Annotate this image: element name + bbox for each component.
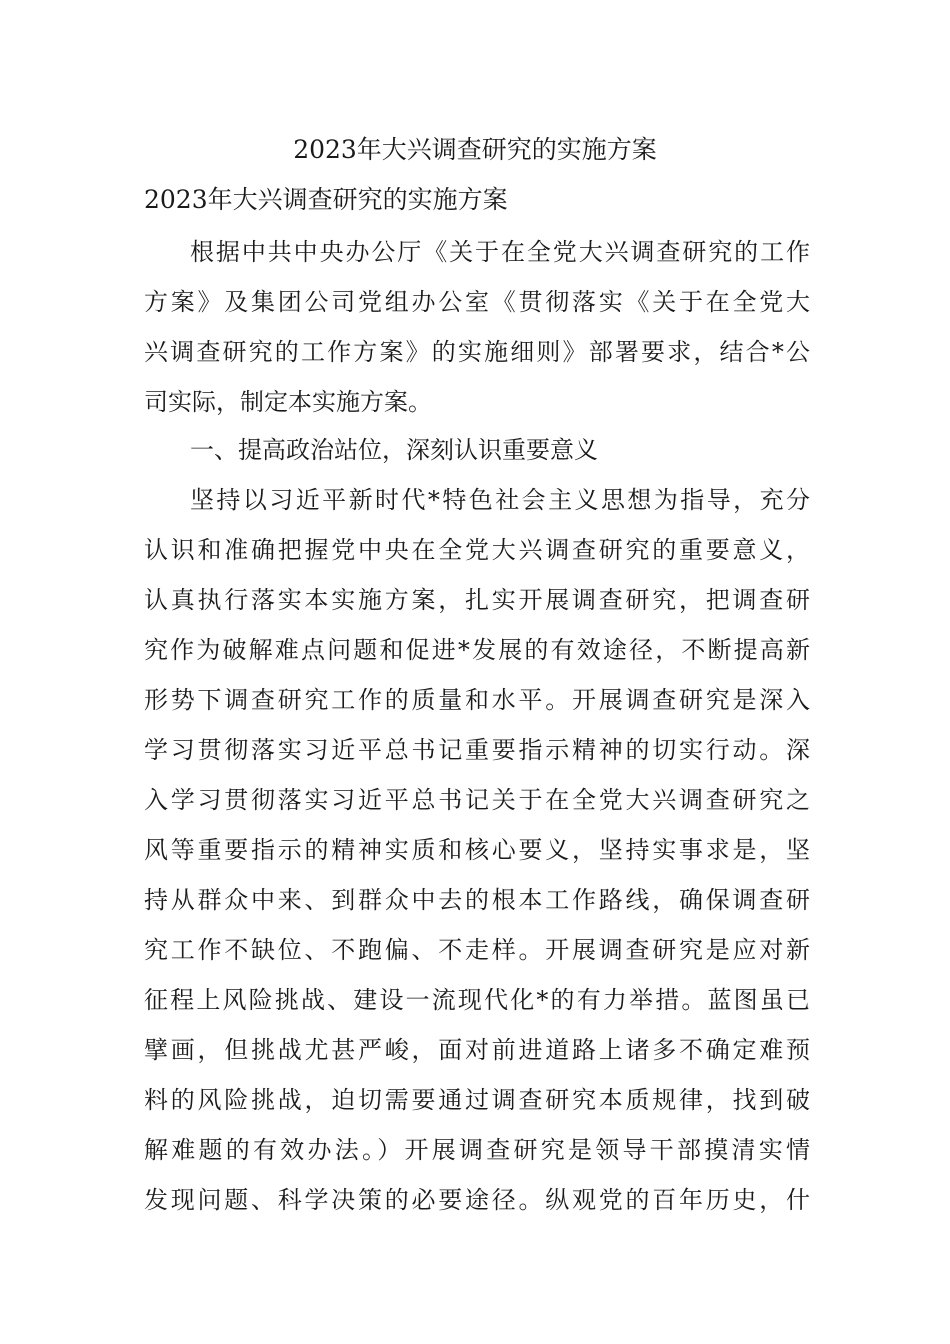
document-subtitle: 2023年大兴调查研究的实施方案 bbox=[144, 185, 508, 214]
paragraph-line: 认真执行落实本实施方案，扎实开展调查研究，把调查研 bbox=[144, 586, 810, 614]
paragraph-line: 学习贯彻落实习近平总书记重要指示精神的切实行动。深 bbox=[144, 736, 810, 764]
paragraph-line: 司实际，制定本实施方案。 bbox=[144, 388, 432, 416]
section-heading: 一、提高政治站位，深刻认识重要意义 bbox=[190, 436, 598, 464]
paragraph-line: 持从群众中来、到群众中去的根本工作路线，确保调查研 bbox=[144, 886, 810, 914]
paragraph-line: 形势下调查研究工作的质量和水平。开展调查研究是深入 bbox=[144, 686, 810, 714]
paragraph-line: 根据中共中央办公厅《关于在全党大兴调查研究的工作 bbox=[190, 238, 810, 266]
paragraph-line: 究工作不缺位、不跑偏、不走样。开展调查研究是应对新 bbox=[144, 936, 810, 964]
paragraph-line: 发现问题、科学决策的必要途径。纵观党的百年历史，什 bbox=[144, 1186, 810, 1214]
paragraph-line: 兴调查研究的工作方案》的实施细则》部署要求，结合*公 bbox=[144, 338, 810, 366]
paragraph-line: 风等重要指示的精神实质和核心要义，坚持实事求是，坚 bbox=[144, 836, 810, 864]
paragraph-line: 认识和准确把握党中央在全党大兴调查研究的重要意义， bbox=[144, 536, 810, 564]
paragraph-line: 征程上风险挑战、建设一流现代化*的有力举措。蓝图虽已 bbox=[144, 986, 810, 1014]
paragraph-line: 料的风险挑战，迫切需要通过调查研究本质规律，找到破 bbox=[144, 1086, 810, 1114]
paragraph-line: 入学习贯彻落实习近平总书记关于在全党大兴调查研究之 bbox=[144, 786, 810, 814]
paragraph-line: 方案》及集团公司党组办公室《贯彻落实《关于在全党大 bbox=[144, 288, 810, 316]
paragraph-line: 坚持以习近平新时代*特色社会主义思想为指导，充分 bbox=[190, 486, 810, 514]
paragraph-line: 擘画，但挑战尤甚严峻，面对前进道路上诸多不确定难预 bbox=[144, 1036, 810, 1064]
paragraph-line: 解难题的有效办法。）开展调查研究是领导干部摸清实情 bbox=[144, 1136, 810, 1164]
document-title: 2023年大兴调查研究的实施方案 bbox=[293, 135, 657, 164]
paragraph-line: 究作为破解难点问题和促进*发展的有效途径，不断提高新 bbox=[144, 636, 810, 664]
